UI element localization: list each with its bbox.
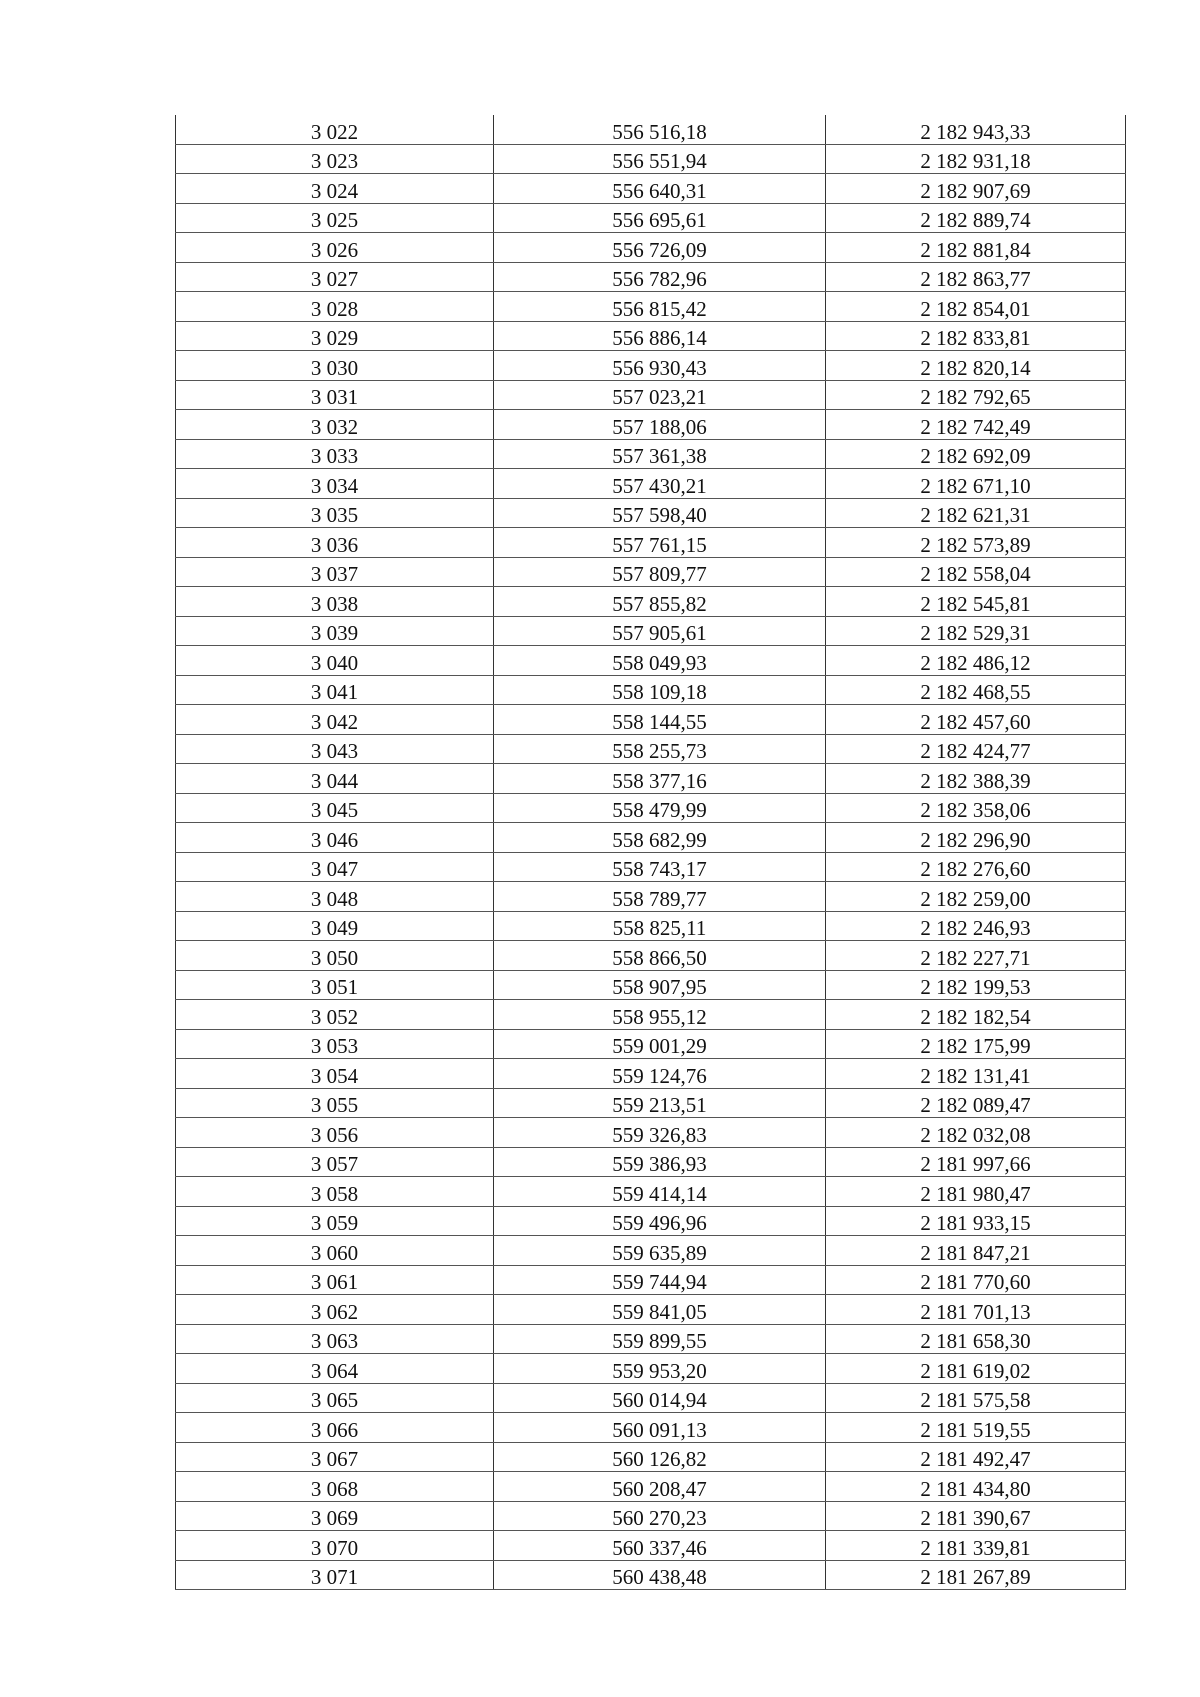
point-number-cell: 3 022: [176, 115, 494, 144]
table-row: [176, 675, 1126, 705]
table-row: [176, 941, 1126, 971]
x-coordinate-cell: 556 640,31: [494, 174, 826, 204]
table-row: [176, 1118, 1126, 1148]
x-coordinate-cell: 556 815,42: [494, 292, 826, 322]
table-row: [176, 1206, 1126, 1236]
coordinates-table: [175, 115, 1126, 1590]
x-coordinate-cell: 558 377,16: [494, 764, 826, 794]
y-coordinate-cell: 2 182 032,08: [826, 1118, 1126, 1148]
table-row: [176, 174, 1126, 204]
y-coordinate-cell: 2 182 621,31: [826, 498, 1126, 528]
x-coordinate-cell: 560 438,48: [494, 1560, 826, 1590]
y-coordinate-cell: 2 182 931,18: [826, 144, 1126, 174]
x-coordinate-cell: 559 744,94: [494, 1265, 826, 1295]
point-number-cell: 3 034: [176, 469, 494, 499]
x-coordinate-cell: 557 430,21: [494, 469, 826, 499]
point-number-cell: 3 035: [176, 498, 494, 528]
y-coordinate-cell: 2 182 881,84: [826, 233, 1126, 263]
point-number-cell: 3 030: [176, 351, 494, 381]
table-row: [176, 1088, 1126, 1118]
table-row: [176, 557, 1126, 587]
table-row: [176, 528, 1126, 558]
x-coordinate-cell: 556 930,43: [494, 351, 826, 381]
point-number-cell: 3 048: [176, 882, 494, 912]
y-coordinate-cell: 2 181 267,89: [826, 1560, 1126, 1590]
x-coordinate-cell: 557 598,40: [494, 498, 826, 528]
table-row: [176, 616, 1126, 646]
point-number-cell: 3 060: [176, 1236, 494, 1266]
table-row: [176, 646, 1126, 676]
x-coordinate-cell: 559 213,51: [494, 1088, 826, 1118]
x-coordinate-cell: 558 907,95: [494, 970, 826, 1000]
x-coordinate-cell: 560 208,47: [494, 1472, 826, 1502]
x-coordinate-cell: 560 126,82: [494, 1442, 826, 1472]
table-row: [176, 911, 1126, 941]
y-coordinate-cell: 2 182 558,04: [826, 557, 1126, 587]
table-row: [176, 321, 1126, 351]
y-coordinate-cell: 2 182 742,49: [826, 410, 1126, 440]
table-row: [176, 823, 1126, 853]
x-coordinate-cell: 559 899,55: [494, 1324, 826, 1354]
table-row: [176, 1147, 1126, 1177]
y-coordinate-cell: 2 182 889,74: [826, 203, 1126, 233]
point-number-cell: 3 040: [176, 646, 494, 676]
table-row: [176, 970, 1126, 1000]
y-coordinate-cell: 2 181 701,13: [826, 1295, 1126, 1325]
table-row: [176, 1442, 1126, 1472]
y-coordinate-cell: 2 182 671,10: [826, 469, 1126, 499]
x-coordinate-cell: 558 682,99: [494, 823, 826, 853]
point-number-cell: 3 067: [176, 1442, 494, 1472]
y-coordinate-cell: 2 182 529,31: [826, 616, 1126, 646]
point-number-cell: 3 050: [176, 941, 494, 971]
point-number-cell: 3 056: [176, 1118, 494, 1148]
point-number-cell: 3 070: [176, 1531, 494, 1561]
table-row: [176, 233, 1126, 263]
table-row: [176, 705, 1126, 735]
point-number-cell: 3 025: [176, 203, 494, 233]
point-number-cell: 3 026: [176, 233, 494, 263]
point-number-cell: 3 064: [176, 1354, 494, 1384]
y-coordinate-cell: 2 181 933,15: [826, 1206, 1126, 1236]
x-coordinate-cell: 560 091,13: [494, 1413, 826, 1443]
y-coordinate-cell: 2 181 658,30: [826, 1324, 1126, 1354]
point-number-cell: 3 027: [176, 262, 494, 292]
point-number-cell: 3 042: [176, 705, 494, 735]
x-coordinate-cell: 558 825,11: [494, 911, 826, 941]
point-number-cell: 3 044: [176, 764, 494, 794]
table-row: [176, 852, 1126, 882]
x-coordinate-cell: 558 789,77: [494, 882, 826, 912]
y-coordinate-cell: 2 182 227,71: [826, 941, 1126, 971]
x-coordinate-cell: 558 109,18: [494, 675, 826, 705]
y-coordinate-cell: 2 182 246,93: [826, 911, 1126, 941]
table-row: [176, 1000, 1126, 1030]
y-coordinate-cell: 2 182 468,55: [826, 675, 1126, 705]
table-row: [176, 734, 1126, 764]
y-coordinate-cell: 2 182 089,47: [826, 1088, 1126, 1118]
y-coordinate-cell: 2 182 820,14: [826, 351, 1126, 381]
x-coordinate-cell: 559 001,29: [494, 1029, 826, 1059]
point-number-cell: 3 069: [176, 1501, 494, 1531]
x-coordinate-cell: 558 049,93: [494, 646, 826, 676]
y-coordinate-cell: 2 182 863,77: [826, 262, 1126, 292]
x-coordinate-cell: 557 905,61: [494, 616, 826, 646]
table-row: [176, 1324, 1126, 1354]
point-number-cell: 3 037: [176, 557, 494, 587]
x-coordinate-cell: 559 386,93: [494, 1147, 826, 1177]
y-coordinate-cell: 2 182 486,12: [826, 646, 1126, 676]
point-number-cell: 3 028: [176, 292, 494, 322]
table-row: [176, 498, 1126, 528]
y-coordinate-cell: 2 181 519,55: [826, 1413, 1126, 1443]
point-number-cell: 3 061: [176, 1265, 494, 1295]
table-row: [176, 1295, 1126, 1325]
table-row: [176, 1531, 1126, 1561]
point-number-cell: 3 043: [176, 734, 494, 764]
y-coordinate-cell: 2 181 770,60: [826, 1265, 1126, 1295]
point-number-cell: 3 036: [176, 528, 494, 558]
table-row: [176, 1472, 1126, 1502]
x-coordinate-cell: 560 337,46: [494, 1531, 826, 1561]
table-row: [176, 380, 1126, 410]
x-coordinate-cell: 557 855,82: [494, 587, 826, 617]
y-coordinate-cell: 2 181 997,66: [826, 1147, 1126, 1177]
table-row: [176, 587, 1126, 617]
x-coordinate-cell: 559 841,05: [494, 1295, 826, 1325]
table-row: [176, 410, 1126, 440]
x-coordinate-cell: 556 516,18: [494, 115, 826, 144]
x-coordinate-cell: 558 955,12: [494, 1000, 826, 1030]
point-number-cell: 3 046: [176, 823, 494, 853]
y-coordinate-cell: 2 182 388,39: [826, 764, 1126, 794]
x-coordinate-cell: 559 953,20: [494, 1354, 826, 1384]
y-coordinate-cell: 2 182 358,06: [826, 793, 1126, 823]
x-coordinate-cell: 556 782,96: [494, 262, 826, 292]
table-row: [176, 1059, 1126, 1089]
y-coordinate-cell: 2 181 390,67: [826, 1501, 1126, 1531]
x-coordinate-cell: 558 479,99: [494, 793, 826, 823]
y-coordinate-cell: 2 182 545,81: [826, 587, 1126, 617]
y-coordinate-cell: 2 182 182,54: [826, 1000, 1126, 1030]
x-coordinate-cell: 556 551,94: [494, 144, 826, 174]
x-coordinate-cell: 557 809,77: [494, 557, 826, 587]
point-number-cell: 3 045: [176, 793, 494, 823]
x-coordinate-cell: 560 014,94: [494, 1383, 826, 1413]
x-coordinate-cell: 559 496,96: [494, 1206, 826, 1236]
y-coordinate-cell: 2 181 492,47: [826, 1442, 1126, 1472]
y-coordinate-cell: 2 181 339,81: [826, 1531, 1126, 1561]
x-coordinate-cell: 559 326,83: [494, 1118, 826, 1148]
y-coordinate-cell: 2 182 692,09: [826, 439, 1126, 469]
y-coordinate-cell: 2 182 424,77: [826, 734, 1126, 764]
y-coordinate-cell: 2 182 573,89: [826, 528, 1126, 558]
table-row: [176, 1560, 1126, 1590]
table-row: [176, 793, 1126, 823]
x-coordinate-cell: 558 255,73: [494, 734, 826, 764]
point-number-cell: 3 066: [176, 1413, 494, 1443]
point-number-cell: 3 055: [176, 1088, 494, 1118]
table-row: [176, 882, 1126, 912]
table-row: [176, 1501, 1126, 1531]
point-number-cell: 3 065: [176, 1383, 494, 1413]
y-coordinate-cell: 2 182 276,60: [826, 852, 1126, 882]
point-number-cell: 3 047: [176, 852, 494, 882]
point-number-cell: 3 051: [176, 970, 494, 1000]
point-number-cell: 3 031: [176, 380, 494, 410]
x-coordinate-cell: 556 886,14: [494, 321, 826, 351]
y-coordinate-cell: 2 182 296,90: [826, 823, 1126, 853]
y-coordinate-cell: 2 182 131,41: [826, 1059, 1126, 1089]
point-number-cell: 3 071: [176, 1560, 494, 1590]
table-row: [176, 764, 1126, 794]
point-number-cell: 3 068: [176, 1472, 494, 1502]
y-coordinate-cell: 2 181 980,47: [826, 1177, 1126, 1207]
x-coordinate-cell: 558 743,17: [494, 852, 826, 882]
y-coordinate-cell: 2 181 575,58: [826, 1383, 1126, 1413]
x-coordinate-cell: 557 761,15: [494, 528, 826, 558]
y-coordinate-cell: 2 181 847,21: [826, 1236, 1126, 1266]
table-row: [176, 1029, 1126, 1059]
point-number-cell: 3 052: [176, 1000, 494, 1030]
point-number-cell: 3 032: [176, 410, 494, 440]
table-row: [176, 115, 1126, 144]
y-coordinate-cell: 2 181 434,80: [826, 1472, 1126, 1502]
point-number-cell: 3 033: [176, 439, 494, 469]
point-number-cell: 3 054: [176, 1059, 494, 1089]
x-coordinate-cell: 557 023,21: [494, 380, 826, 410]
y-coordinate-cell: 2 182 854,01: [826, 292, 1126, 322]
y-coordinate-cell: 2 182 199,53: [826, 970, 1126, 1000]
y-coordinate-cell: 2 182 943,33: [826, 115, 1126, 144]
point-number-cell: 3 062: [176, 1295, 494, 1325]
y-coordinate-cell: 2 182 907,69: [826, 174, 1126, 204]
y-coordinate-cell: 2 181 619,02: [826, 1354, 1126, 1384]
point-number-cell: 3 049: [176, 911, 494, 941]
table-row: [176, 439, 1126, 469]
y-coordinate-cell: 2 182 792,65: [826, 380, 1126, 410]
point-number-cell: 3 041: [176, 675, 494, 705]
point-number-cell: 3 059: [176, 1206, 494, 1236]
point-number-cell: 3 058: [176, 1177, 494, 1207]
y-coordinate-cell: 2 182 457,60: [826, 705, 1126, 735]
x-coordinate-cell: 559 635,89: [494, 1236, 826, 1266]
table-row: [176, 1383, 1126, 1413]
table-row: [176, 1413, 1126, 1443]
x-coordinate-cell: 558 144,55: [494, 705, 826, 735]
point-number-cell: 3 057: [176, 1147, 494, 1177]
point-number-cell: 3 039: [176, 616, 494, 646]
point-number-cell: 3 024: [176, 174, 494, 204]
table-row: [176, 1354, 1126, 1384]
point-number-cell: 3 029: [176, 321, 494, 351]
table-row: [176, 292, 1126, 322]
table-row: [176, 469, 1126, 499]
x-coordinate-cell: 557 188,06: [494, 410, 826, 440]
table-row: [176, 351, 1126, 381]
x-coordinate-cell: 560 270,23: [494, 1501, 826, 1531]
x-coordinate-cell: 556 695,61: [494, 203, 826, 233]
point-number-cell: 3 023: [176, 144, 494, 174]
y-coordinate-cell: 2 182 259,00: [826, 882, 1126, 912]
x-coordinate-cell: 559 414,14: [494, 1177, 826, 1207]
table-row: [176, 144, 1126, 174]
y-coordinate-cell: 2 182 175,99: [826, 1029, 1126, 1059]
coordinates-table-body: [176, 115, 1126, 1590]
table-row: [176, 203, 1126, 233]
x-coordinate-cell: 556 726,09: [494, 233, 826, 263]
x-coordinate-cell: 557 361,38: [494, 439, 826, 469]
point-number-cell: 3 038: [176, 587, 494, 617]
x-coordinate-cell: 558 866,50: [494, 941, 826, 971]
table-row: [176, 1265, 1126, 1295]
table-row: [176, 1177, 1126, 1207]
table-row: [176, 262, 1126, 292]
x-coordinate-cell: 559 124,76: [494, 1059, 826, 1089]
point-number-cell: 3 063: [176, 1324, 494, 1354]
y-coordinate-cell: 2 182 833,81: [826, 321, 1126, 351]
point-number-cell: 3 053: [176, 1029, 494, 1059]
table-row: [176, 1236, 1126, 1266]
